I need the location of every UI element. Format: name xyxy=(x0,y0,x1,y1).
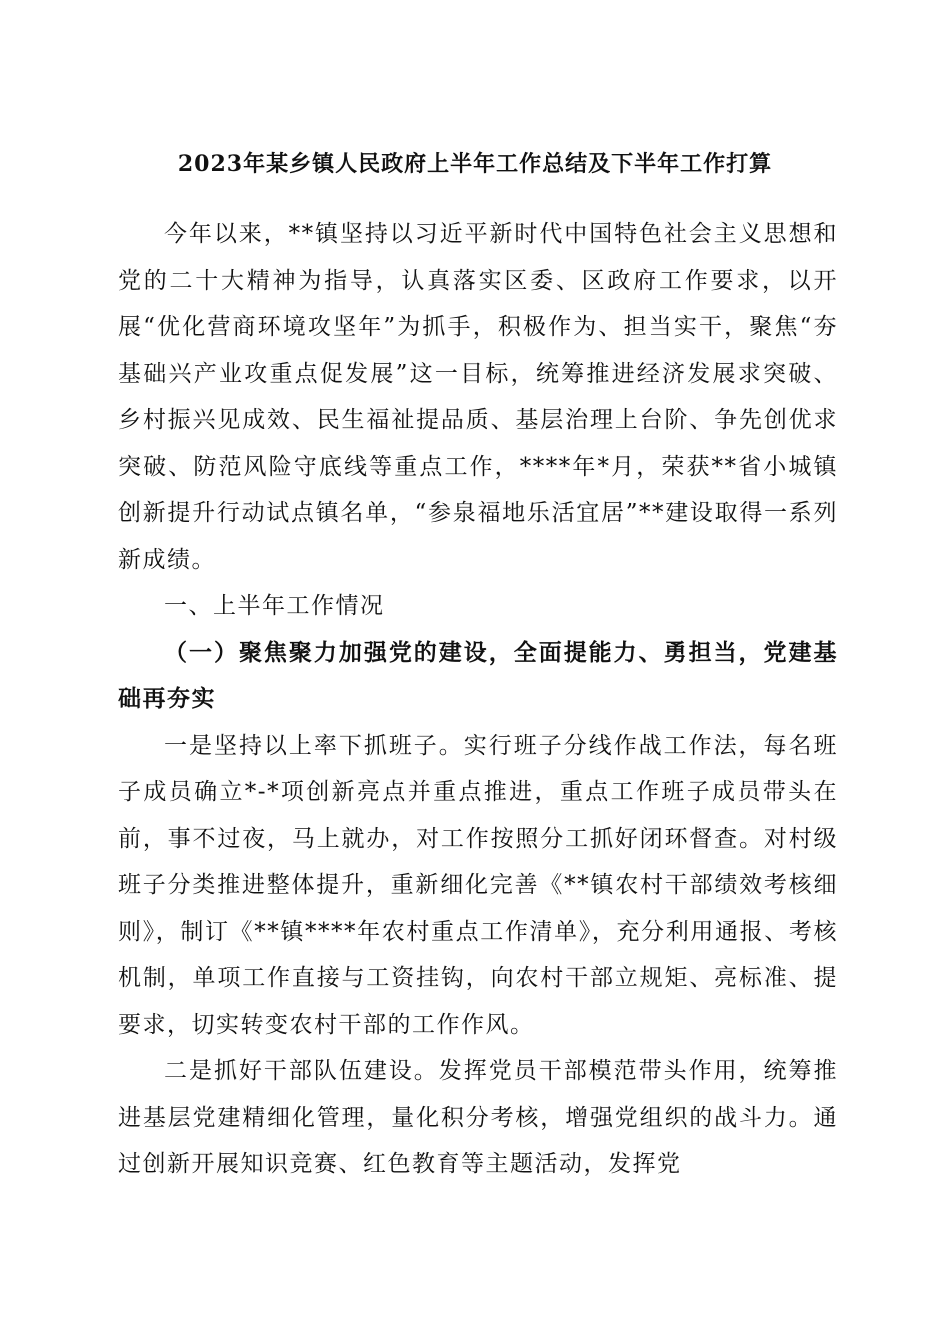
section-heading-1: 一、上半年工作情况 xyxy=(164,593,385,619)
document-body xyxy=(118,211,838,1188)
subsection-heading-1: （一）聚焦聚力加强党的建设，全面提能力、勇担当，党建基础再夯实 xyxy=(118,638,838,712)
intro-paragraph: 今年以来，**镇坚持以习近平新时代中国特色社会主义思想和党的二十大精神为指导，认真落实区委、区政府工作要求，以开展“优化营商环境攻坚年”为抓手，积极作为、担当实干，聚焦“夯基础兴产业攻重点促发展”这一目标，统筹推进经济发展求突破、乡村振兴见成效、民生福祉提品质、基层治理上台阶、争先创优求突破、防范风险守底线等重点工作，****年*月，荣获**省小城镇创新提升行动试点镇名单，“参泉福地乐活宜居”**建设取得一系列新成绩。 xyxy=(118,221,838,573)
document-title: 2023年某乡镇人民政府上半年工作总结及下半年工作打算 xyxy=(177,151,773,177)
body-paragraph-1: 一是坚持以上率下抓班子。实行班子分线作战工作法，每名班子成员确立*-*项创新亮点并重点推进，重点工作班子成员带头在前，事不过夜，马上就办，对工作按照分工抓好闭环督查。对村级班子分类推进整体提升，重新细化完善《**镇农村干部绩效考核细则》，制订《**镇****年农村重点工作清单》，充分利用通报、考核机制，单项工作直接与工资挂钩，向农村干部立规矩、亮标准、提要求，切实转变农村干部的工作作风。 xyxy=(118,732,838,1038)
body-paragraph-2: 二是抓好干部队伍建设。发挥党员干部模范带头作用，统筹推进基层党建精细化管理，量化积分考核，增强党组织的战斗力。通过创新开展知识竞赛、红色教育等主题活动，发挥党 xyxy=(118,1058,838,1177)
